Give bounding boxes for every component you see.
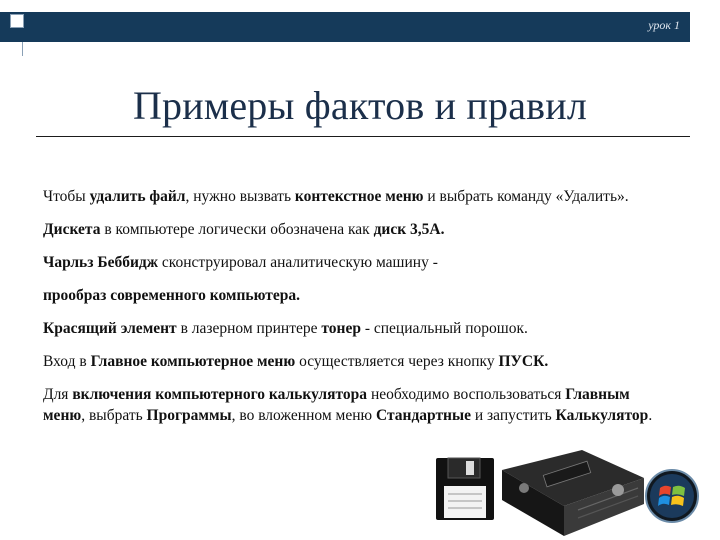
- title-divider: [36, 136, 690, 137]
- fact-paragraph: [43, 318, 663, 339]
- fact-term: тонер: [321, 320, 361, 337]
- fact-term: включения компьютерного калькулятора: [72, 386, 368, 403]
- fact-text: в лазерном принтере: [176, 320, 322, 337]
- fact-text: необходимо воспользоваться: [367, 386, 566, 403]
- floppy-disk-icon: [436, 458, 494, 520]
- toner-cartridge-icon: [502, 450, 644, 536]
- fact-text: .: [648, 407, 653, 424]
- fact-text: Вход в: [43, 353, 91, 370]
- fact-term: Красящий элемент: [43, 320, 177, 337]
- windows-start-button-icon: [646, 470, 698, 522]
- fact-term: Калькулятор: [555, 407, 649, 424]
- fact-term: прообраз современного компьютера.: [43, 287, 300, 304]
- fact-text: в компьютере логически обозначена как: [100, 221, 374, 238]
- fact-term: удалить файл: [89, 188, 186, 205]
- illustrations: [432, 448, 702, 540]
- fact-term: Главным меню: [43, 386, 630, 424]
- fact-text: осуществляется через кнопку: [295, 353, 499, 370]
- left-accent-line: [22, 42, 23, 56]
- fact-term: Чарльз Беббидж: [43, 254, 158, 271]
- fact-term: Дискета: [43, 221, 101, 238]
- fact-text: Для: [43, 386, 73, 403]
- fact-term: Главное компьютерное меню: [90, 353, 296, 370]
- fact-paragraph: [43, 219, 663, 240]
- fact-text: и выбрать команду «Удалить».: [423, 188, 629, 205]
- fact-text: , нужно вызвать: [185, 188, 295, 205]
- fact-text: , выбрать: [81, 407, 147, 424]
- fact-term: диск 3,5А.: [373, 221, 445, 238]
- fact-text: сконструировал аналитическую машину -: [158, 254, 438, 271]
- fact-paragraph: [43, 285, 663, 306]
- fact-text: Чтобы: [43, 188, 90, 205]
- fact-text: - специальный порошок.: [360, 320, 528, 337]
- fact-paragraph: [43, 186, 663, 207]
- fact-paragraph: [43, 252, 663, 273]
- header-bar: [0, 12, 690, 42]
- fact-term: Стандартные: [375, 407, 471, 424]
- fact-term: ПУСК.: [498, 353, 549, 370]
- fact-text: и запустить: [470, 407, 556, 424]
- fact-paragraph: [43, 384, 663, 426]
- fact-text: , во вложенном меню: [231, 407, 376, 424]
- fact-term: контекстное меню: [294, 188, 424, 205]
- lesson-label: урок 1: [648, 18, 680, 32]
- fact-term: Программы: [146, 407, 232, 424]
- header-square-icon: [10, 14, 24, 28]
- fact-paragraph: [43, 351, 663, 372]
- facts-list: [43, 186, 663, 438]
- page-title: Примеры фактов и правил: [132, 83, 588, 128]
